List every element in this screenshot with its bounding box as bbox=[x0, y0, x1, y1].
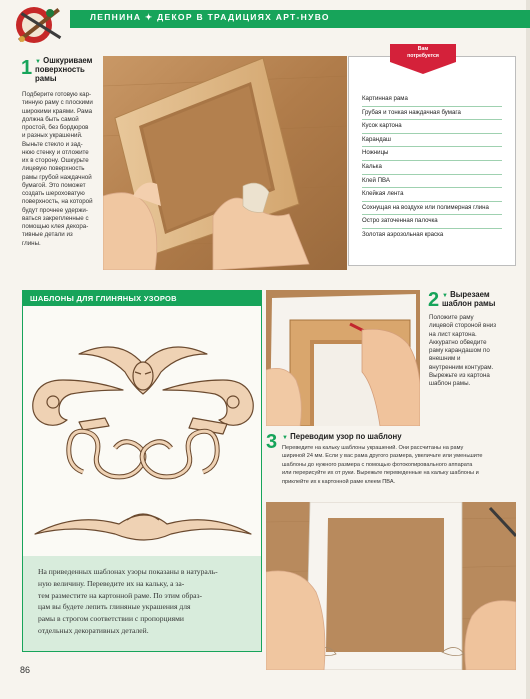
materials-item: Клейкая лента bbox=[362, 188, 502, 202]
step1-line: широкими краями. Рама bbox=[22, 107, 93, 115]
templates-patterns-panel bbox=[22, 306, 262, 556]
step3-line: приклейте их к картонной раме клеем ПВА. bbox=[282, 478, 396, 485]
step2-line: раму карандашом по bbox=[429, 347, 490, 354]
step1-line: поверхность, на которой bbox=[22, 198, 93, 206]
photo-sanding-frame bbox=[103, 56, 347, 270]
step1-line: простой, без бордюров bbox=[22, 124, 89, 131]
step2-line: Положите раму bbox=[429, 314, 474, 321]
step1-line: должна быть самой bbox=[22, 115, 79, 123]
materials-item: Грубая и тонкая наждачная бумага bbox=[362, 107, 502, 121]
step1-line: их в сторону. Ошкурьте bbox=[22, 157, 89, 164]
step1-line: ваться закрепленные с bbox=[22, 214, 89, 222]
step1-line: тивные детали из bbox=[22, 231, 73, 239]
materials-badge-line1: Вам bbox=[417, 46, 429, 52]
photo-tracing-template bbox=[266, 290, 420, 426]
step1-line: рамы грубой наждачной bbox=[22, 173, 92, 181]
step1-line: тинную раму с плоскими bbox=[22, 99, 93, 107]
scroll-right-pattern-icon bbox=[163, 380, 253, 425]
materials-list bbox=[362, 93, 502, 242]
bullet-triangle-icon: ▼ bbox=[442, 293, 448, 299]
step2-title-line1: Вырезаем bbox=[450, 290, 490, 299]
step1-line: создать шероховатую bbox=[22, 190, 85, 197]
step2-line: Аккуратно обведите bbox=[429, 338, 487, 346]
step3-title-text: Переводим узор по шаблону bbox=[290, 432, 402, 441]
materials-badge-label bbox=[398, 46, 448, 59]
step1-title bbox=[35, 57, 92, 84]
step1-line: помощью клея декора- bbox=[22, 223, 89, 230]
bullet-triangle-icon: ▼ bbox=[35, 59, 41, 65]
scroll-left-pattern-icon bbox=[33, 380, 123, 425]
page-edge bbox=[526, 0, 530, 699]
materials-item: Калька bbox=[362, 161, 502, 175]
step3-text bbox=[282, 444, 518, 486]
knot-pattern-icon bbox=[69, 431, 217, 477]
materials-badge-line2: потребуется bbox=[407, 52, 439, 59]
templates-caption bbox=[38, 566, 250, 637]
step2-title bbox=[442, 291, 495, 309]
wave-border-pattern-icon bbox=[35, 514, 251, 540]
step2-line: внутренним контурам. bbox=[429, 363, 494, 371]
caption-line: тем разместите на картонной раме. По этим образ- bbox=[38, 590, 203, 600]
caption-line: На приведенных шаблонах узоры показаны в натураль- bbox=[38, 567, 218, 576]
bullet-triangle-icon: ▼ bbox=[282, 435, 288, 441]
step3-line: или перерисуйте их от руки. Вырежьте переведенные на кальку шаблоны и bbox=[282, 470, 479, 477]
caption-line: цам вы будете лепить глиняные украшения для bbox=[38, 602, 191, 612]
step3-line: Переведите на кальку шаблоны украшений. Они рассчитаны на раму bbox=[282, 445, 464, 451]
step3-title bbox=[282, 433, 402, 442]
step1-line: глины. bbox=[22, 239, 41, 247]
materials-item: Золотая аэрозольная краска bbox=[362, 231, 444, 239]
caption-line: рамы в строгом соответствии с пропорциями bbox=[38, 614, 184, 624]
step1-number: 1 bbox=[21, 57, 33, 79]
step1-line: будут прочнее удержи- bbox=[22, 206, 88, 214]
step2-line: внешним и bbox=[429, 355, 461, 363]
materials-item: Картинная рама bbox=[362, 93, 502, 107]
materials-item: Остро заточенная палочка bbox=[362, 215, 502, 229]
step1-line: нюю стенку и отложите bbox=[22, 148, 89, 156]
materials-item: Клей ПВА bbox=[362, 175, 502, 189]
templates-section-title: ШАБЛОНЫ ДЛЯ ГЛИНЯНЫХ УЗОРОВ bbox=[30, 294, 177, 303]
materials-item: Ножницы bbox=[362, 147, 502, 161]
caption-line: ную величину. Переведите их на кальку, а за- bbox=[38, 578, 185, 588]
materials-item: Кусок картона bbox=[362, 120, 502, 134]
step2-number: 2 bbox=[428, 289, 440, 311]
step1-line: Подберите готовую кар- bbox=[22, 91, 92, 98]
step2-line: шаблон рамы. bbox=[429, 380, 471, 387]
step2-line: лицевой стороной вниз bbox=[429, 322, 497, 330]
step2-line: на лист картона. bbox=[429, 330, 477, 338]
step1-title-line3: рамы bbox=[35, 73, 57, 83]
step1-title-line1: Ошкуриваем bbox=[43, 56, 93, 65]
step1-text bbox=[22, 91, 102, 248]
step1-line: Выньте стекло и зад- bbox=[22, 140, 83, 148]
step2-line: Вырежьте из картона bbox=[429, 371, 490, 379]
step2-text bbox=[429, 314, 519, 388]
photo-gluing-templates bbox=[266, 502, 516, 670]
materials-item: Сохнущая на воздухе или полимерная глина bbox=[362, 202, 502, 216]
caption-line: отдельных декоративных деталей. bbox=[38, 625, 149, 635]
materials-item: Карандаш bbox=[362, 134, 502, 148]
step3-line: шириной 24 мм. Если у вас рама другого размера, увеличьте или уменьшите bbox=[282, 453, 483, 460]
step1-line: бумагой. Это поможет bbox=[22, 181, 86, 189]
step1-title-line2: поверхность bbox=[35, 64, 85, 74]
step3-line: шаблоны до нужного размера с помощью фотокопировального аппарата bbox=[282, 461, 473, 468]
step1-line: и разных украшений. bbox=[22, 132, 83, 140]
page-number: 86 bbox=[20, 665, 31, 675]
step3-number: 3 bbox=[266, 431, 278, 453]
step1-line: лицевую поверхность bbox=[22, 165, 85, 173]
step2-title-line2: шаблон рамы bbox=[442, 298, 496, 308]
paint-tools-logo-icon bbox=[10, 3, 68, 47]
header-title: ЛЕПНИНА ✦ ДЕКОР В ТРАДИЦИЯХ АРТ-НУВО bbox=[90, 12, 330, 22]
